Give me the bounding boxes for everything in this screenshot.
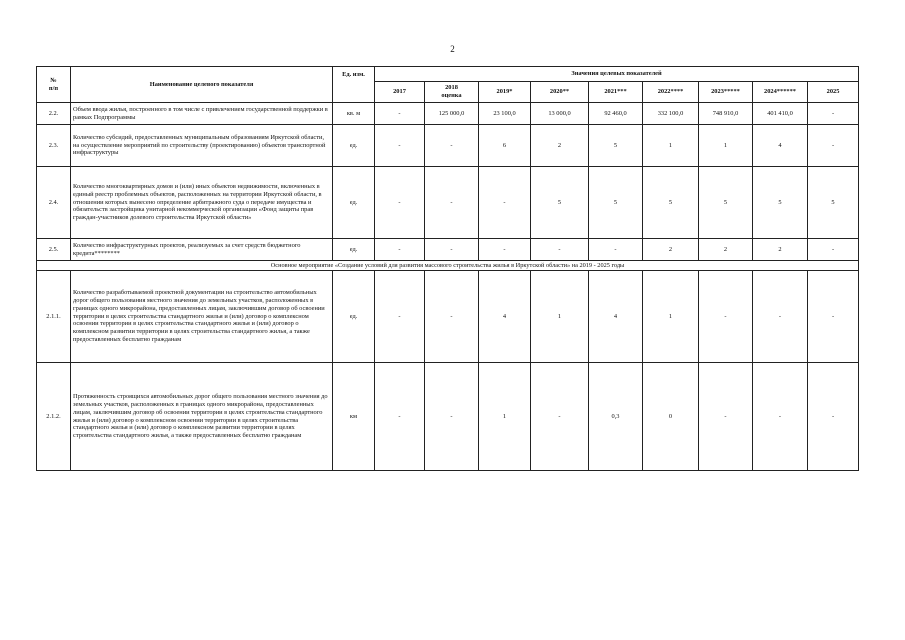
value-cell: 2 [643, 239, 699, 261]
value-cell: 5 [589, 167, 643, 239]
header-year: 2021*** [589, 82, 643, 103]
value-cell: 2 [699, 239, 753, 261]
value-cell: 1 [479, 363, 531, 471]
value-cell: 1 [643, 125, 699, 167]
value-cell: 0,3 [589, 363, 643, 471]
value-cell: - [589, 239, 643, 261]
value-cell: 5 [531, 167, 589, 239]
value-cell: 332 100,0 [643, 103, 699, 125]
value-cell: 2 [753, 239, 808, 261]
unit-cell: кв. м [333, 103, 375, 125]
value-cell: - [479, 239, 531, 261]
header-values-group: Значения целевых показателей [375, 67, 859, 82]
value-cell: - [375, 103, 425, 125]
value-cell: - [808, 363, 859, 471]
unit-cell: ед. [333, 167, 375, 239]
header-name: Наименование целевого показателя [71, 67, 333, 103]
table-row [37, 125, 859, 167]
value-cell: 0 [643, 363, 699, 471]
value-cell: - [808, 239, 859, 261]
table-row [37, 239, 859, 261]
indicator-name: Количество разработываемой проектной документации на строительство автомобильных дорог общего пользования местного значения до земельных участков, расположенных в границах одного микрорайона, предоставленных лицам, заключившим договор об освоении территории в целях строительства стандартного жилья и (или) договор о комплексном освоении территории в целях строительства стандартного жилья и (или) договор о комплексном развитии территории в целях строительства стандартного жилья, а также предоставленных бесплатно гражданам [71, 271, 333, 363]
value-cell: 13 000,0 [531, 103, 589, 125]
indicator-name: Протяженность строящихся автомобильных дорог общего пользования местного значения до земельных участков, расположенных в границах одного микрорайона, предоставленных лицам, заключившим договор об освоении территории в целях строительства стандартного жилья и (или) договор о комплексном освоении территории в целях строительства стандартного жилья и (или) договор о комплексном развитии территории в целях строительства стандартного жилья, а также предоставленных бесплатно гражданам [71, 363, 333, 471]
value-cell: 23 100,0 [479, 103, 531, 125]
row-number: 2.1.1. [37, 271, 71, 363]
value-cell: 125 000,0 [425, 103, 479, 125]
table-row [37, 167, 859, 239]
table-row [37, 363, 859, 471]
section-title: Основное мероприятие «Создание условий для развития массового строительства жилья в Иркутской области» на 2019 - 2025 годы [37, 261, 859, 271]
table-row [37, 103, 859, 125]
row-number: 2.1.2. [37, 363, 71, 471]
value-cell: - [479, 167, 531, 239]
value-cell: - [531, 239, 589, 261]
value-cell: 1 [531, 271, 589, 363]
value-cell: - [699, 271, 753, 363]
value-cell: 4 [753, 125, 808, 167]
table-row [37, 271, 859, 363]
header-year: 2022**** [643, 82, 699, 103]
section-row [37, 261, 859, 271]
unit-cell: км [333, 363, 375, 471]
unit-cell: ед. [333, 125, 375, 167]
indicator-name: Объем ввода жилья, построенного в том числе с привлечением государственной поддержки в рамках Подпрограммы [71, 103, 333, 125]
value-cell: 5 [808, 167, 859, 239]
value-cell: 6 [479, 125, 531, 167]
value-cell: 1 [699, 125, 753, 167]
value-cell: 5 [699, 167, 753, 239]
header-year: 2017 [375, 82, 425, 103]
value-cell: - [808, 103, 859, 125]
row-number: 2.4. [37, 167, 71, 239]
indicator-name: Количество инфраструктурных проектов, реализуемых за счет средств бюджетного кредита******** [71, 239, 333, 261]
value-cell: 1 [643, 271, 699, 363]
page-number: 2 [450, 44, 455, 54]
value-cell: - [375, 239, 425, 261]
value-cell: 5 [643, 167, 699, 239]
value-cell: 92 460,0 [589, 103, 643, 125]
value-cell: - [375, 271, 425, 363]
value-cell: 4 [589, 271, 643, 363]
value-cell: - [808, 125, 859, 167]
header-year: 2018 оценка [425, 82, 479, 103]
value-cell: - [531, 363, 589, 471]
value-cell: 401 410,0 [753, 103, 808, 125]
header-year: 2019* [479, 82, 531, 103]
value-cell: 748 910,0 [699, 103, 753, 125]
indicator-name: Количество многоквартирных домов и (или) иных объектов недвижимости, включенных в единый реестр проблемных объектов, расположенных на территории Иркутской области, в отношении которых вынесено определение арбитражного суда о передаче имущества и обязательств застройщика унитарной некоммерческой организации «Фонд защиты прав граждан-участников долевого строительства Иркутской области» [71, 167, 333, 239]
header-unit: Ед. изм. [333, 67, 375, 103]
value-cell: - [753, 271, 808, 363]
value-cell: 2 [531, 125, 589, 167]
header-year: 2023***** [699, 82, 753, 103]
indicator-name: Количество субсидий, предоставленных муниципальным образованиям Иркутской области, на осуществление мероприятий по строительству (проектированию) объектов транспортной инфраструктуры [71, 125, 333, 167]
value-cell: - [699, 363, 753, 471]
value-cell: - [425, 125, 479, 167]
value-cell: 4 [479, 271, 531, 363]
value-cell: - [425, 167, 479, 239]
row-number: 2.5. [37, 239, 71, 261]
value-cell: - [375, 125, 425, 167]
value-cell: - [808, 271, 859, 363]
value-cell: 5 [589, 125, 643, 167]
header-year: 2020** [531, 82, 589, 103]
header-year: 2024****** [753, 82, 808, 103]
unit-cell: ед. [333, 239, 375, 261]
header-num: № п/п [37, 67, 71, 103]
unit-cell: ед. [333, 271, 375, 363]
value-cell: - [753, 363, 808, 471]
value-cell: - [375, 167, 425, 239]
value-cell: - [375, 363, 425, 471]
target-indicators-table [36, 66, 859, 471]
value-cell: - [425, 271, 479, 363]
row-number: 2.3. [37, 125, 71, 167]
header-year: 2025 [808, 82, 859, 103]
value-cell: 5 [753, 167, 808, 239]
row-number: 2.2. [37, 103, 71, 125]
value-cell: - [425, 363, 479, 471]
value-cell: - [425, 239, 479, 261]
